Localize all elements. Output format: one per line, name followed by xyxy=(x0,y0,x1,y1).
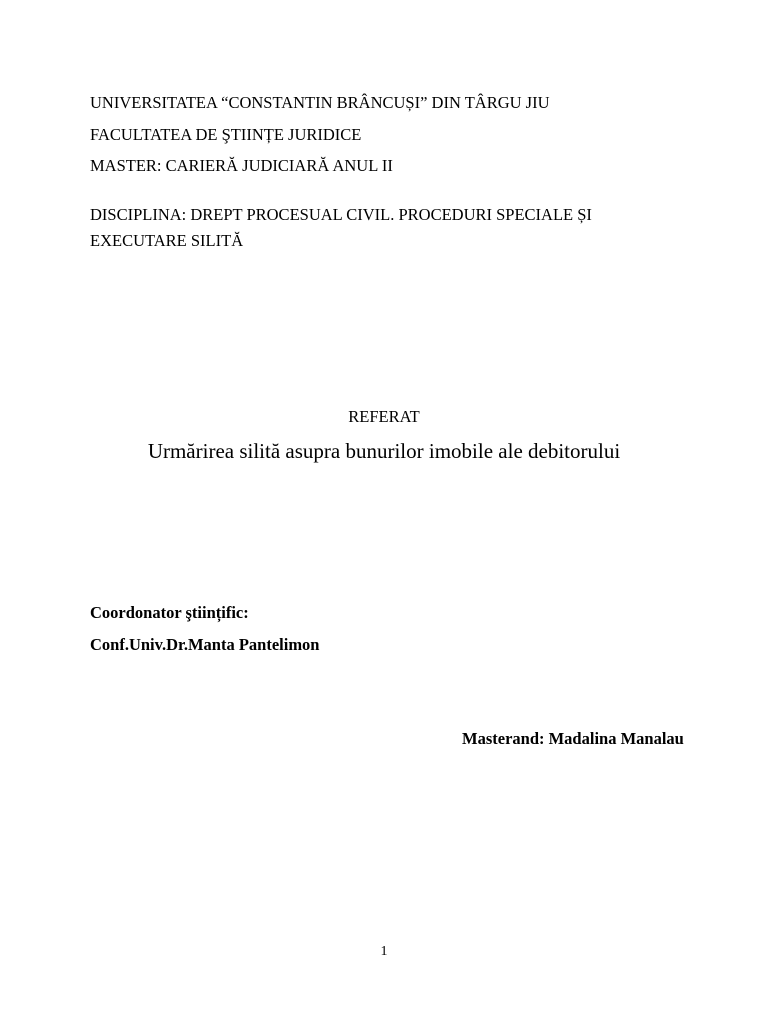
university-name: UNIVERSITATEA “CONSTANTIN BRÂNCUȘI” DIN TÂRGU JIU xyxy=(90,93,550,112)
document-title: Urmărirea silită asupra bunurilor imobile ale debitorului xyxy=(147,439,621,463)
master-program: MASTER: CARIERĂ JUDICIARĂ ANUL II xyxy=(90,156,393,175)
coordinator-label: Coordonator ştiințific: xyxy=(90,603,249,622)
discipline-line-1: DISCIPLINA: DREPT PROCESUAL CIVIL. PROCEDURI SPECIALE ȘI xyxy=(90,205,592,224)
coordinator-name: Conf.Univ.Dr.Manta Pantelimon xyxy=(90,635,320,654)
page-number: 1 xyxy=(380,944,388,959)
faculty-name: FACULTATEA DE ŞTIINȚE JURIDICE xyxy=(90,125,362,144)
document-type: REFERAT xyxy=(348,407,420,426)
discipline-line-2: EXECUTARE SILITĂ xyxy=(90,231,244,250)
student-name: Masterand: Madalina Manalau xyxy=(462,729,684,748)
